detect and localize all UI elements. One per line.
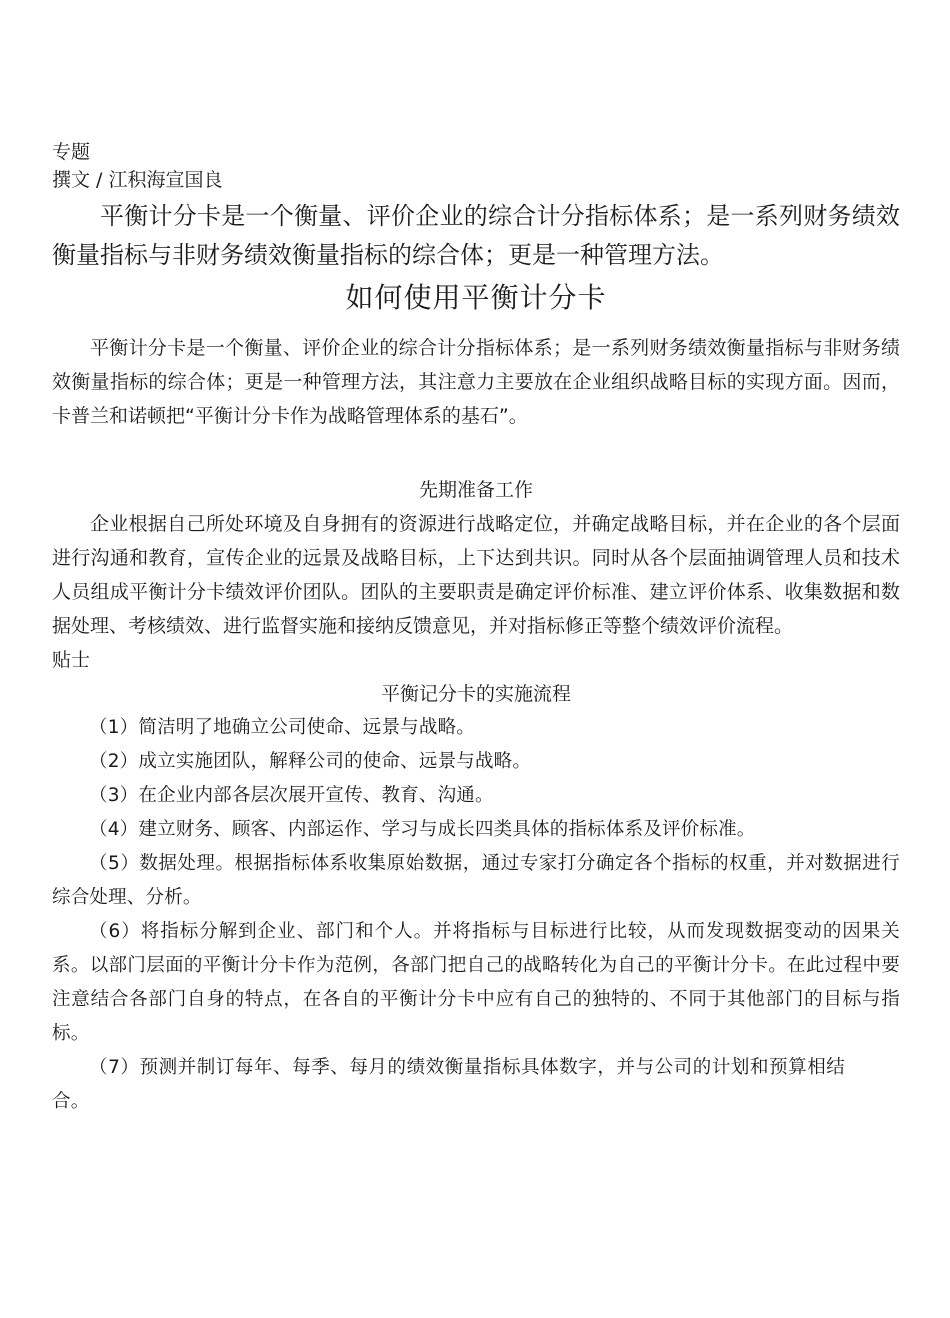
section-heading-process: 平衡记分卡的实施流程	[380, 683, 571, 705]
article-title: 如何使用平衡计分卡	[345, 281, 607, 314]
section-heading-preparation: 先期准备工作	[418, 479, 533, 501]
tip-label: 贴士	[52, 649, 91, 671]
intro-paragraph: 平衡计分卡是一个衡量、评价企业的综合计分指标体系；是一系列财务绩效衡量指标与非财务绩效衡量指标的综合体；更是一种管理方法，其注意力主要放在企业组织战略目标的实现方面。因而，卡普兰和诺顿把“平衡计分卡作为战略管理体系的基石”。	[52, 337, 900, 427]
article	[52, 138, 900, 1119]
preparation-paragraph: 企业根据自己所处环境及自身拥有的资源进行战略定位，并确定战略目标，并在企业的各个层面进行沟通和教育，宣传企业的远景及战略目标，上下达到共识。同时从各个层面抽调管理人员和技术人员组成平衡计分卡绩效评价团队。团队的主要职责是确定评价标准、建立评价体系、收集数据和数据处理、考核绩效、进行监督实施和接纳反馈意见，并对指标修正等整个绩效评价流程。	[52, 513, 900, 637]
list-item: （5）数据处理。根据指标体系收集原始数据，通过专家打分确定各个指标的权重，并对数据进行综合处理、分析。	[52, 853, 900, 908]
process-steps	[52, 711, 900, 1119]
list-item: （1）简洁明了地确立公司使命、远景与战略。	[89, 717, 475, 738]
list-item: （7）预测并制订每年、每季、每月的绩效衡量指标具体数字，并与公司的计划和预算相结合。	[52, 1057, 845, 1112]
byline: 撰文 / 江积海宣国良	[52, 169, 223, 191]
column-label: 专题	[52, 141, 91, 163]
list-item: （6）将指标分解到企业、部门和个人。并将指标与目标进行比较，从而发现数据变动的因果关系。以部门层面的平衡计分卡作为范例，各部门把自己的战略转化为自己的平衡计分卡。在此过程中要注意结合各部门自身的特点，在各自的平衡计分卡中应有自己的独特的、不同于其他部门的目标与指标。	[52, 921, 900, 1044]
lead-summary: 平衡计分卡是一个衡量、评价企业的综合计分指标体系；是一系列财务绩效衡量指标与非财务绩效衡量指标的综合体；更是一种管理方法。	[52, 202, 900, 269]
list-item: （2）成立实施团队，解释公司的使命、远景与战略。	[89, 751, 532, 772]
list-item: （3）在企业内部各层次展开宣传、教育、沟通。	[89, 785, 494, 806]
list-item: （4）建立财务、顾客、内部运作、学习与成长四类具体的指标体系及评价标准。	[89, 819, 756, 840]
